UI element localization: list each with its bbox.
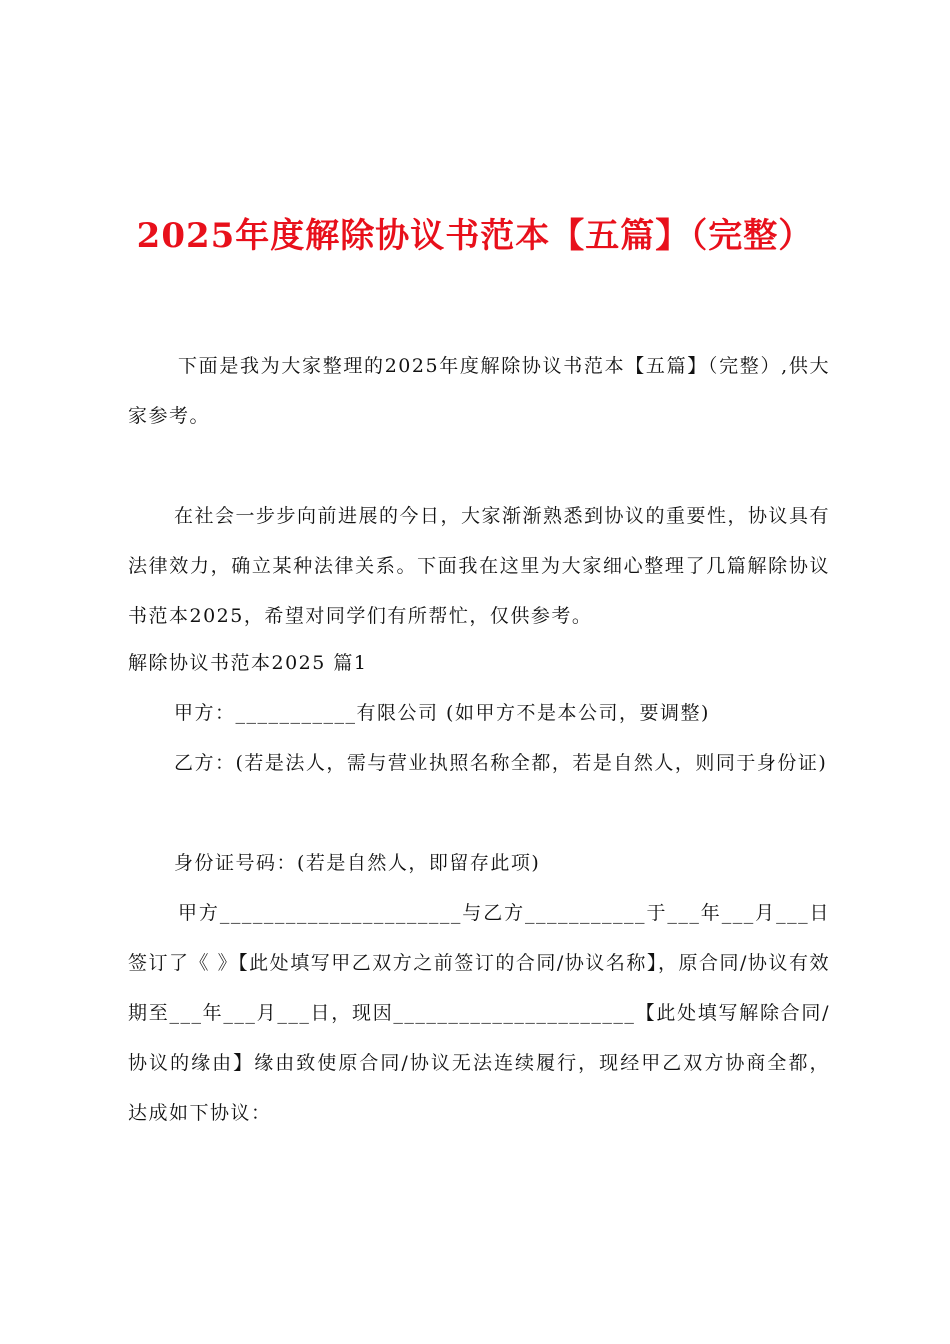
body-paragraph-1: 在社会一步步向前进展的今日，大家渐渐熟悉到协议的重要性，协议具有法律效力，确立某种法律关系。下面我在这里为大家细心整理了几篇解除协议书范本2025，希望对同学们有所帮忙，仅供参考。 — [128, 505, 831, 627]
party-b-paragraph: 乙方：(若是法人，需与营业执照名称全都，若是自然人，则同于身份证) — [174, 752, 828, 774]
agreement-body-paragraph: 甲方______________________与乙方___________于___年___月___日签订了《 》【此处填写甲乙双方之前签订的合同/协议名称】，原合同/协议有效期至___年___月___日，现因______________________【此处填写解除合同/协议的缘由】缘由致使原合同/协议无法连续履行，现经甲乙双方协商全都，达成如下协议： — [128, 902, 830, 1124]
section-heading: 解除协议书范本2025 篇1 — [128, 652, 368, 674]
party-a-line: 甲方：___________有限公司 (如甲方不是本公司，要调整) — [174, 702, 710, 724]
id-number-line: 身份证号码：(若是自然人，即留存此项) — [174, 852, 541, 874]
intro-paragraph: 下面是我为大家整理的2025年度解除协议书范本【五篇】（完整）,供大家参考。 — [128, 355, 830, 427]
document-title: 2025年度解除协议书范本【五篇】（完整） — [136, 216, 814, 256]
